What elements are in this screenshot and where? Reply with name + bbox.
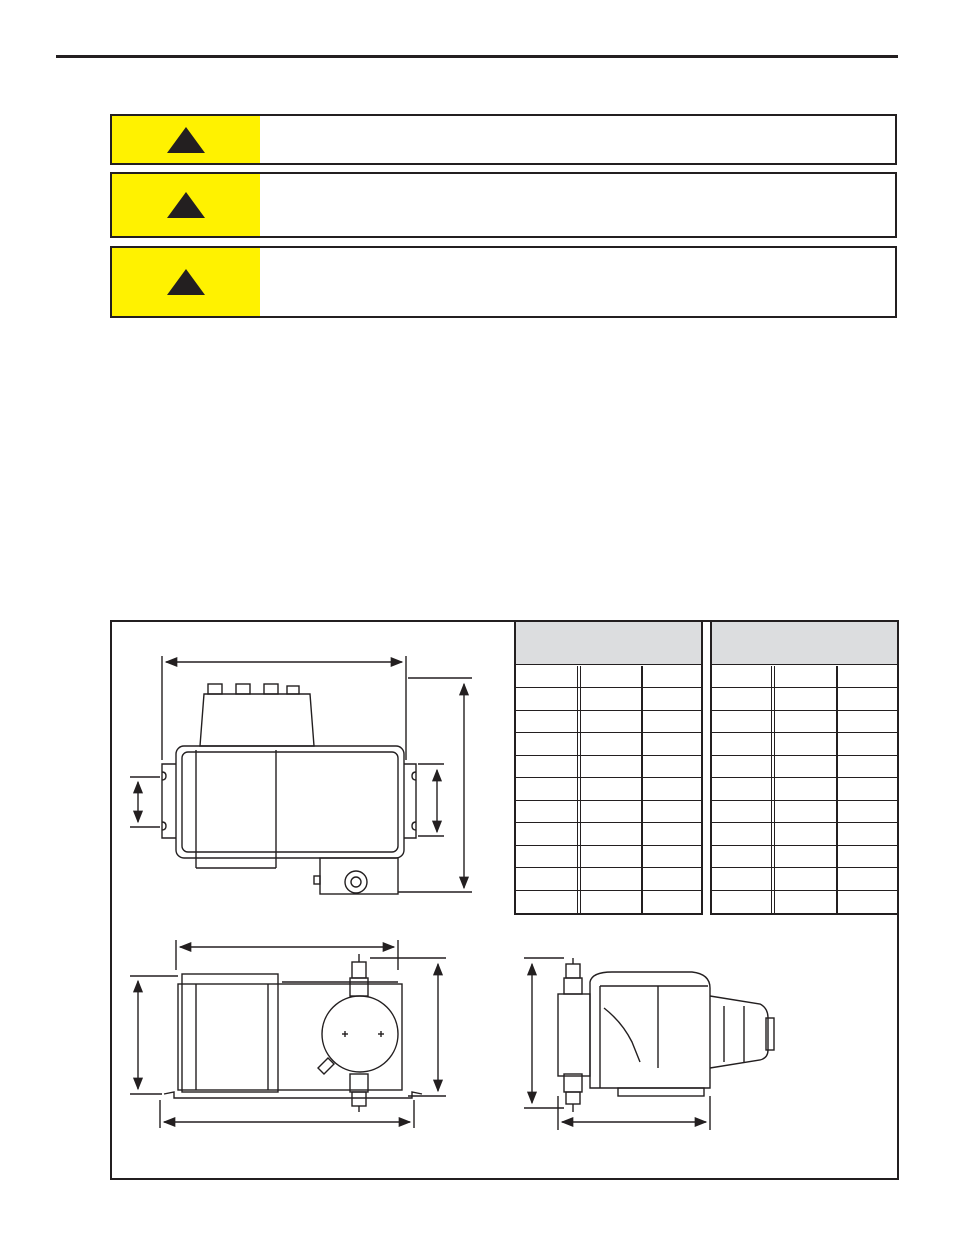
warning-box-2 (110, 172, 897, 238)
side-view-drawing (524, 958, 774, 1130)
warning-icon-cell (112, 248, 260, 316)
warning-text (260, 248, 895, 316)
dimension-figure (110, 620, 899, 1180)
top-view-drawing (130, 656, 472, 894)
header-rule (56, 55, 898, 58)
warning-text (260, 174, 895, 236)
warning-box-3 (110, 246, 897, 318)
warning-triangle-icon (167, 192, 205, 218)
warning-icon-cell (112, 116, 260, 163)
warning-triangle-icon (167, 269, 205, 295)
pump-drawings (112, 622, 897, 1178)
warning-box-1 (110, 114, 897, 165)
warning-triangle-icon (167, 127, 205, 153)
warning-text (260, 116, 895, 163)
front-view-drawing (130, 940, 446, 1128)
warning-icon-cell (112, 174, 260, 236)
